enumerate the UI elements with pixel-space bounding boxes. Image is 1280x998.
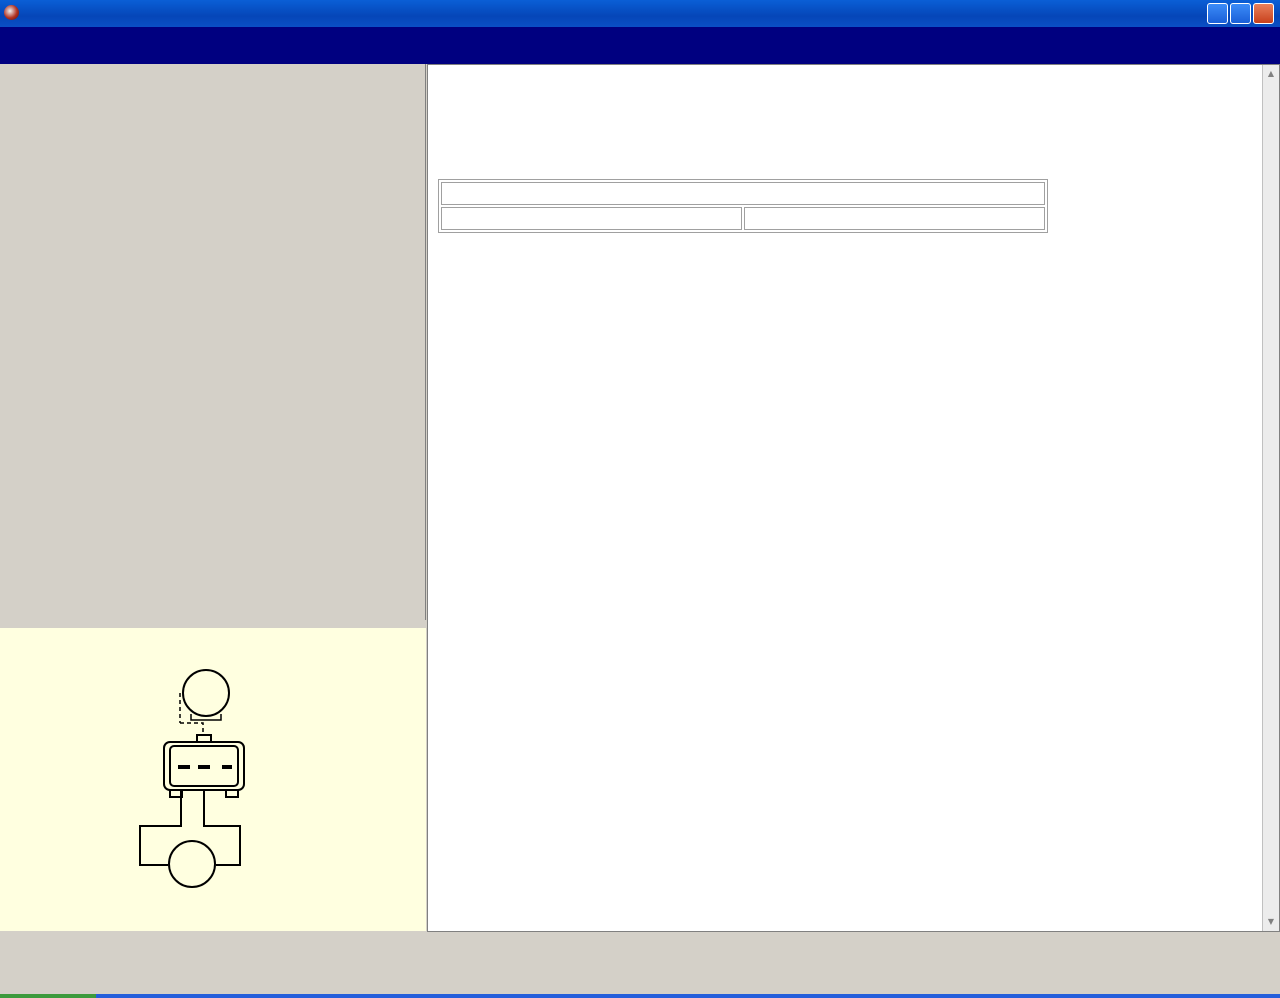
scroll-up-icon[interactable]: ▲ xyxy=(1267,69,1275,78)
app-logo-icon xyxy=(4,5,19,20)
content-panel xyxy=(427,64,1280,932)
category-navigation xyxy=(0,64,426,620)
scroll-down-icon[interactable]: ▼ xyxy=(1267,917,1275,926)
start-button-strip xyxy=(0,994,96,998)
close-button[interactable] xyxy=(1253,3,1274,24)
figure-panel xyxy=(0,628,426,931)
minimize-button[interactable] xyxy=(1207,3,1228,24)
technical-data-table xyxy=(438,179,1048,233)
window-controls xyxy=(1207,3,1274,24)
function-key-bar xyxy=(0,932,1280,994)
header-terminals xyxy=(441,207,742,230)
header-resistance xyxy=(744,207,1045,230)
title-bar xyxy=(0,0,1280,27)
vertical-scrollbar[interactable] xyxy=(1262,65,1279,931)
sensor-wiring-diagram xyxy=(130,666,260,896)
maximize-button[interactable] xyxy=(1230,3,1251,24)
taskbar-strip xyxy=(0,994,1280,998)
vehicle-info-bar xyxy=(0,27,1280,64)
table-caption xyxy=(441,182,1045,205)
